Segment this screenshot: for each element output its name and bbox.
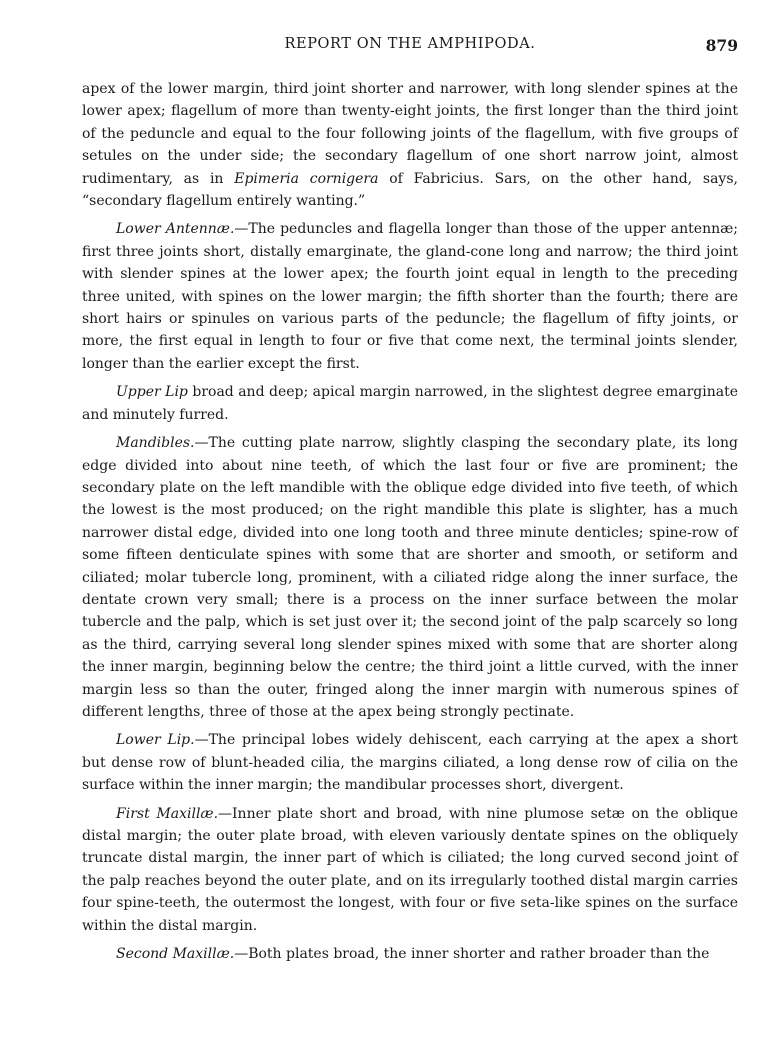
paragraph-mandibles [82, 432, 738, 723]
species-name: Epimeria cornigera [234, 170, 379, 187]
page-number: 879 [705, 36, 738, 55]
paragraph-lower-lip [82, 729, 738, 796]
paragraph-text: —Inner plate short and broad, with nine plumose setæ on the oblique distal margin; the outer plate broad, with eleven variously dentate spines on the obliquely truncate distal margin, the inner part of which is ciliated; the long curved second joint of the palp reaches beyond the outer plate, and on its irregularly toothed distal margin carries four spine-teeth, the outermost the longest, with four or five seta-like spines on the surface within the distal margin. [82, 805, 738, 934]
section-heading: Mandibles. [116, 435, 195, 452]
section-heading: First Maxillæ. [116, 805, 219, 822]
paragraph-text: —Both plates broad, the inner shorter and rather broader than the [234, 946, 710, 963]
paragraph-text: —The principal lobes widely dehiscent, each carrying at the apex a short but dense row of blunt-headed cilia, the margins ciliated, a long dense row of cilia on the surface within the inner margin; the mandibular processes short, divergent. [82, 732, 738, 794]
paragraph-first-maxillae [82, 803, 738, 937]
body-text [82, 78, 738, 971]
paragraph-text: —The cutting plate narrow, slightly clasping the secondary plate, its long edge divided into about nine teeth, of which the last four or five are prominent; the secondary plate on the left mandible with the oblique edge divided into five teeth, of which the lowest is the most produced; on the right mandible this plate is slighter, has a much narrower distal edge, divided into one long tooth and three minute denticles; spine-row of some fifteen denticulate spines with some that are shorter and smooth, or setiform and ciliated; molar tubercle long, prominent, with a ciliated ridge along the inner surface, the dentate crown very small; there is a process on the inner surface between the molar tubercle and the palp, which is set just over it; the second joint of the palp scarcely so long as the third, carrying several long slender spines mixed with some that are shorter along the inner margin, beginning below the centre; the third joint a little curved, with the inner margin less so than the outer, fringed along the inner margin with numerous spines of different lengths, three of those at the apex being strongly pectinate. [82, 435, 738, 720]
running-title: REPORT ON THE AMPHIPODA. [284, 36, 536, 52]
paragraph-second-maxillae [82, 943, 738, 965]
paragraph-continuation [82, 78, 738, 212]
page-header [82, 36, 738, 60]
paragraph-text: apex of the lower margin, third joint shorter and narrower, with long slender spines at the lower apex; flagellum of more than twenty-eight joints, the first longer than the third joint of the peduncle and equal to the four following joints of the flagellum, with five groups of setules on the under side; the secondary flagellum of one short narrow joint, almost rudimentary, as in [82, 81, 738, 187]
section-heading: Lower Lip. [116, 732, 195, 749]
paragraph-upper-lip [82, 381, 738, 426]
section-heading: Lower Antennæ. [116, 221, 235, 238]
paragraph-lower-antennae [82, 218, 738, 375]
paragraph-text: —The peduncles and flagella longer than those of the upper antennæ; first three joints short, distally emarginate, the gland-cone long and narrow; the third joint with slender spines at the lower apex; the fourth joint equal in length to the preceding three united, with spines on the lower margin; the fifth shorter than the fourth; there are short hairs or spinules on various parts of the peduncle; the flagellum of fifty joints, or more, the first equal in length to four or five that come next, the terminal joints slender, longer than the earlier except the first. [82, 221, 738, 372]
section-heading: Upper Lip [116, 384, 188, 401]
paragraph-text: broad and deep; apical margin narrowed, in the slightest degree emarginate and minutely furred. [82, 384, 738, 423]
section-heading: Second Maxillæ. [116, 946, 235, 963]
paragraph-text: of Fabricius. Sars, on the other hand, says, “secondary flagellum entirely wanting.” [82, 170, 738, 210]
